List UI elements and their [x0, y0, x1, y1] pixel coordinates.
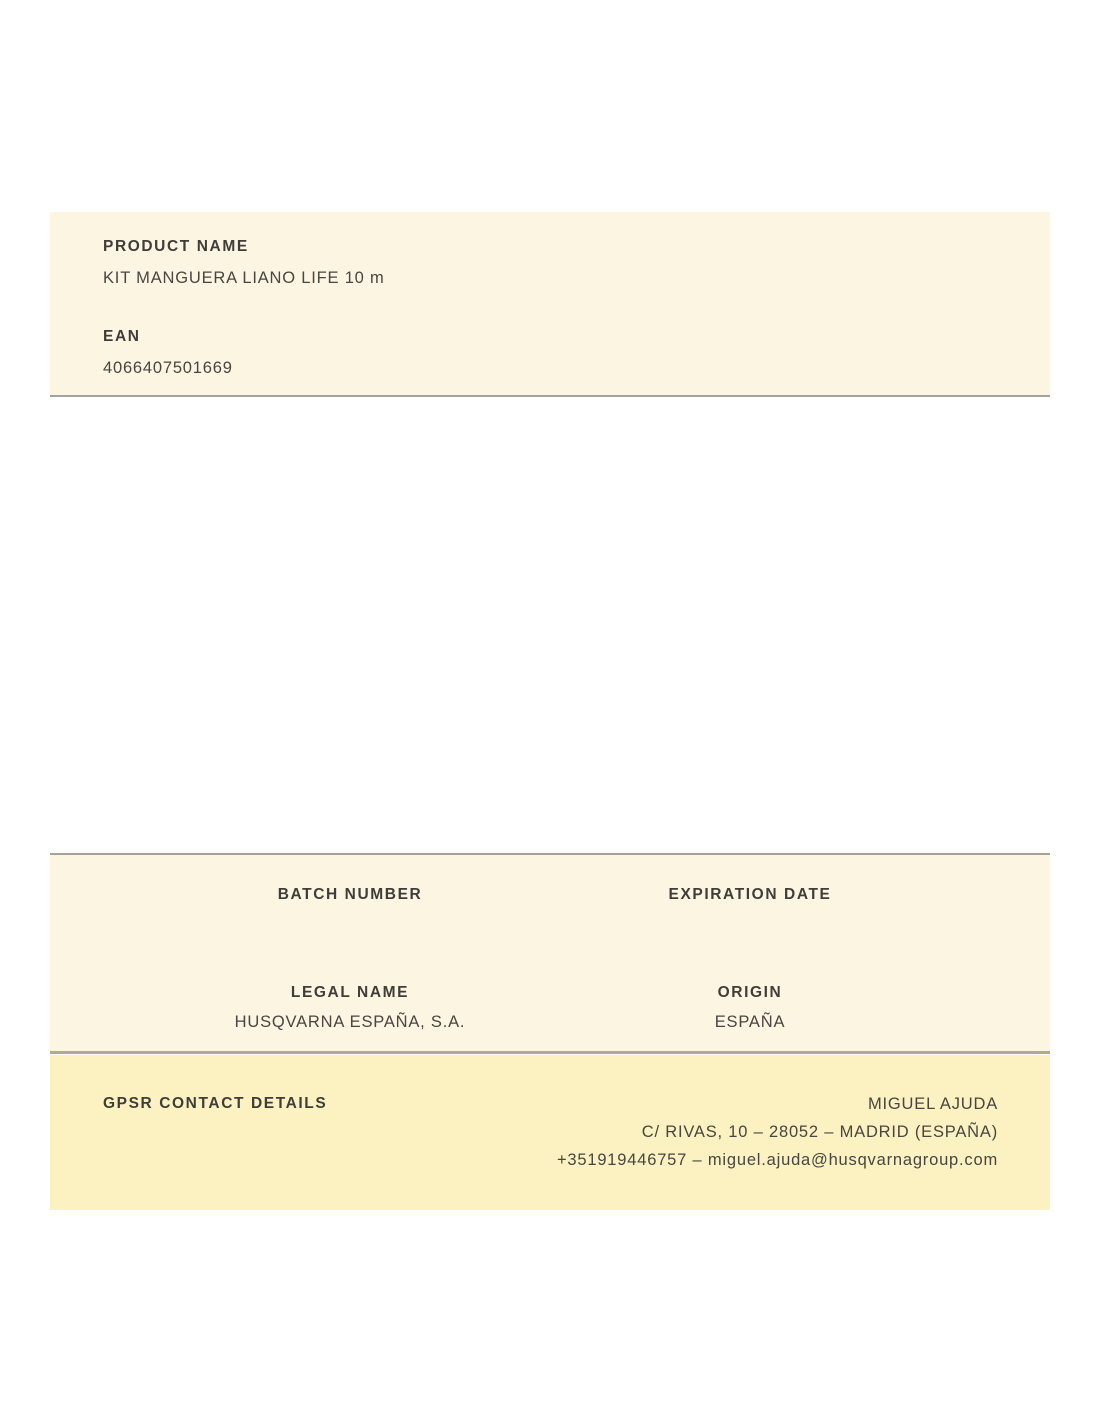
gpsr-contact-block — [557, 1090, 998, 1174]
expiration-date-value — [550, 913, 950, 914]
gpsr-contact-panel — [50, 1055, 1050, 1210]
gpsr-contact-address: C/ RIVAS, 10 – 28052 – MADRID (ESPAÑA) — [641, 1123, 998, 1141]
product-name-field — [103, 237, 997, 289]
legal-name-value: HUSQVARNA ESPAÑA, S.A. — [234, 1013, 466, 1031]
batch-number-label: BATCH NUMBER — [277, 886, 423, 903]
ean-field — [103, 327, 997, 379]
gpsr-contact-phone-email: +351919446757 – miguel.ajuda@husqvarnagroup.com — [556, 1151, 998, 1169]
product-name-label: PRODUCT NAME — [103, 238, 249, 255]
origin-value: ESPAÑA — [714, 1013, 786, 1031]
gpsr-contact-details-label: GPSR CONTACT DETAILS — [103, 1095, 328, 1112]
product-info-panel — [50, 212, 1050, 397]
ean-value: 4066407501669 — [103, 359, 233, 377]
batch-number-value — [150, 913, 550, 914]
expiration-date-field — [550, 885, 950, 914]
gpsr-contact-name: MIGUEL AJUDA — [867, 1095, 998, 1113]
batch-details-panel — [50, 853, 1050, 1054]
expiration-date-label: EXPIRATION DATE — [668, 886, 832, 903]
legal-name-label: LEGAL NAME — [290, 984, 410, 1001]
legal-name-field — [150, 983, 550, 1033]
origin-label: ORIGIN — [717, 984, 783, 1001]
ean-label: EAN — [103, 328, 141, 345]
product-name-value: KIT MANGUERA LIANO LIFE 10 m — [103, 269, 385, 287]
batch-number-field — [150, 885, 550, 914]
origin-field — [550, 983, 950, 1033]
details-grid — [150, 885, 950, 1033]
